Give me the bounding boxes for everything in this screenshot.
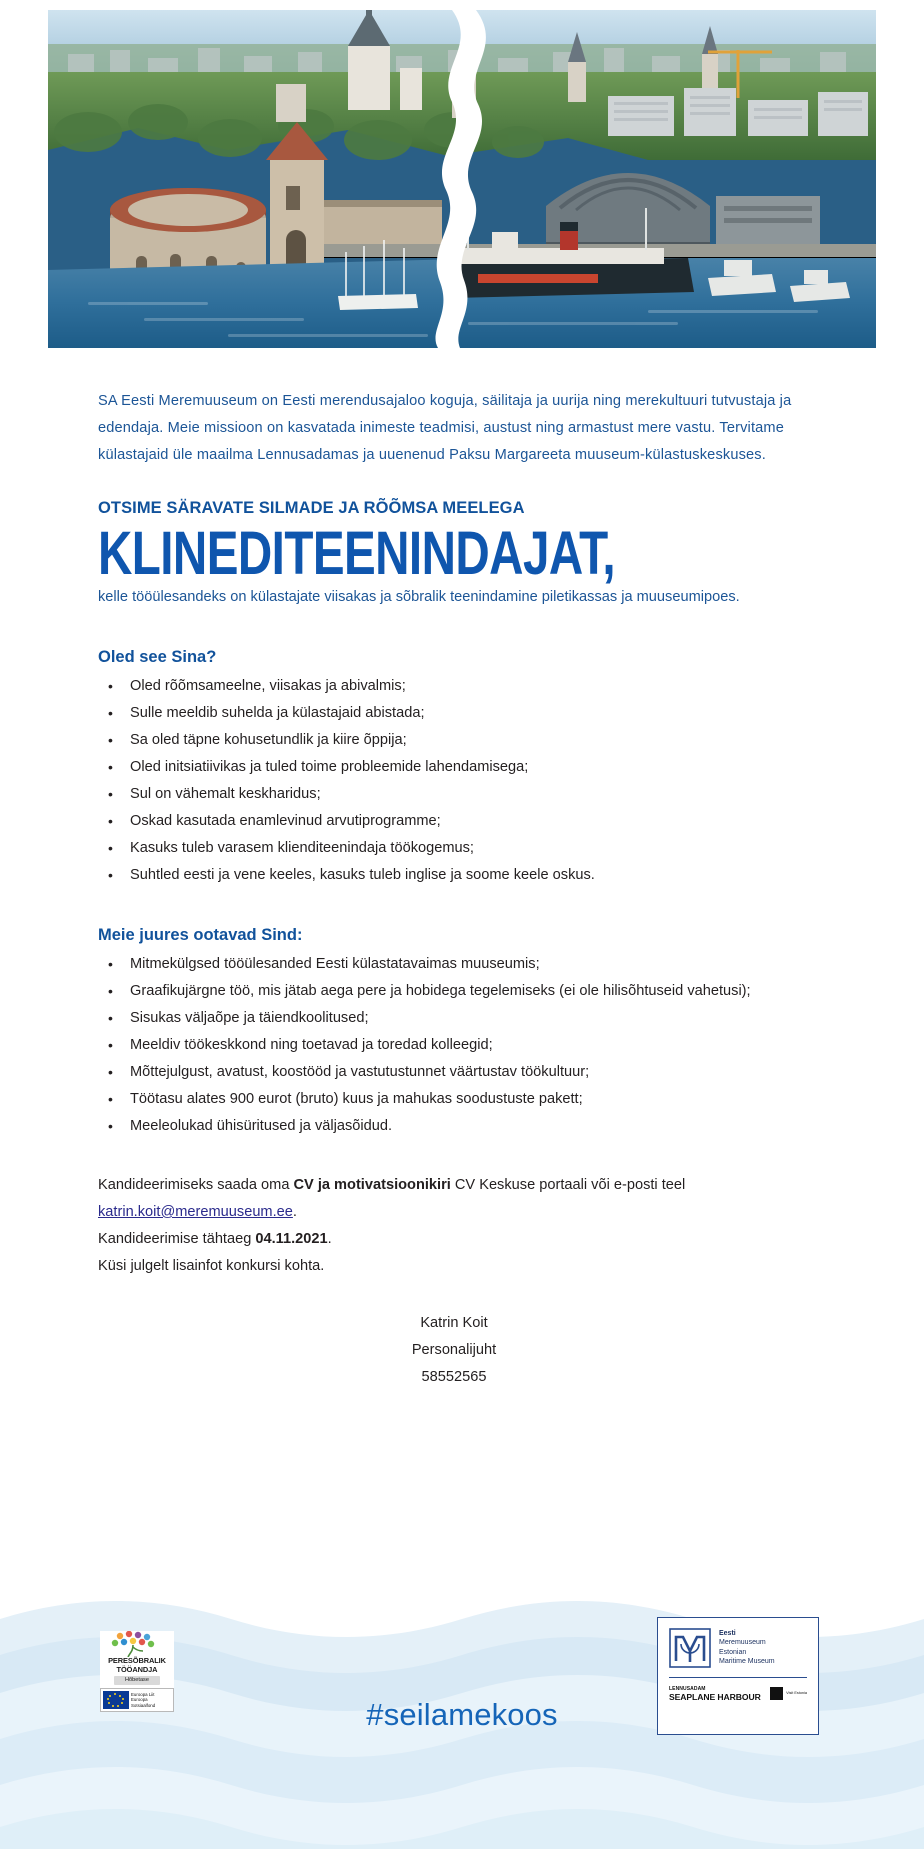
offers-heading: Meie juures ootavad Sind: — [98, 926, 303, 944]
museum-logo-bottom — [669, 1685, 807, 1701]
eyebrow-heading: OTSIME SÄRAVATE SILMADE JA RÕÕMSA MEELEGA — [98, 499, 525, 517]
requirement-item: • Sul on vähemalt keskharidus; — [102, 781, 810, 808]
apply-line-3: Küsi julgelt lisainfot konkursi kohta. — [98, 1258, 325, 1274]
museum-name-block — [719, 1628, 775, 1667]
deadline-date: 04.11.2021 — [255, 1231, 328, 1247]
advert-body — [98, 388, 810, 1391]
apply-period-2: . — [327, 1231, 332, 1247]
apply-documents-bold: CV ja motivatsioonikiri — [293, 1177, 451, 1193]
requirement-item: • Kasuks tuleb varasem klienditeenindaja töökogemus; — [102, 835, 810, 862]
requirement-item: • Sulle meeldib suhelda ja külastajaid abistada; — [102, 700, 810, 727]
eu-funding-row — [100, 1688, 174, 1712]
people-dots-icon — [100, 1631, 174, 1657]
offer-item: • Sisukas väljaõpe ja täiendkoolitused; — [102, 1005, 810, 1032]
family-logo-title-2: TÖÖANDJA — [116, 1664, 158, 1674]
museum-logo-top — [669, 1628, 807, 1668]
requirement-item: • Suhtled eesti ja vene keeles, kasuks tuleb inglise ja soome keele oskus. — [102, 862, 810, 889]
application-instructions — [98, 1172, 810, 1280]
eu-caption-line-2: Euroopa Sotsiaalfond — [131, 1697, 156, 1708]
footer — [0, 1589, 924, 1849]
apply-period-1: . — [292, 1204, 297, 1220]
eu-caption — [131, 1692, 171, 1708]
offer-item: • Töötasu alates 900 eurot (bruto) kuus ja mahukas soodustuste pakett; — [102, 1086, 810, 1113]
colourful-people-icon — [100, 1631, 174, 1657]
hashtag-seilamekoos: #seilamekoos — [366, 1697, 558, 1732]
offer-item: • Mõttejulgust, avatust, koostööd ja vastutustunnet väärtustav töökultuur; — [102, 1059, 810, 1086]
hero-image — [48, 10, 876, 348]
partner-mark-icon — [770, 1687, 783, 1700]
museum-name-et-1: Eesti — [719, 1630, 736, 1637]
contact-phone: 58552565 — [421, 1369, 487, 1385]
contact-role: Personalijuht — [411, 1342, 497, 1358]
museum-logo-divider — [669, 1677, 807, 1678]
job-subtitle: kelle tööülesandeks on külastajate viisakas ja sõbralik teenindamine piletikassas ja muuseumipoes. — [98, 589, 740, 605]
deadline-label: Kandideerimise tähtaeg — [98, 1231, 256, 1247]
requirements-list — [102, 673, 810, 889]
museum-name-en-2: Maritime Museum — [719, 1658, 775, 1666]
offer-item: • Meeldiv töökeskkond ning toetavad ja toredad kolleegid; — [102, 1032, 810, 1059]
museum-name-et-2: Meremuuseum — [719, 1639, 766, 1647]
family-friendly-employer-logo — [100, 1631, 174, 1712]
requirement-item: • Oled initsiatiivikas ja tuled toime probleemide lahendamisega; — [102, 754, 810, 781]
apply-line-1 — [98, 1172, 810, 1226]
partner-logo — [770, 1687, 807, 1700]
family-logo-title-1: PERESÕBRALIK — [108, 1656, 166, 1665]
partner-label: Visit Estonia — [786, 1691, 807, 1696]
requirement-item: • Oskad kasutada enamlevinud arvutiprogramme; — [102, 808, 810, 835]
lennusadam-line-1: LENNUSADAM — [669, 1686, 706, 1693]
lennusadam-line-2: SEAPLANE HARBOUR — [669, 1692, 761, 1703]
offer-item: • Graafikujärgne töö, mis jätab aega pere ja hobidega tegelemiseks (ei ole hilisõhtuseid vahetusi); — [102, 978, 810, 1005]
family-logo-badge: Hõbetase — [114, 1676, 160, 1685]
offer-item: • Mitmekülgsed tööülesanded Eesti külastatavaimas muuseumis; — [102, 951, 810, 978]
requirement-item: • Sa oled täpne kohusetundlik ja kiire õppija; — [102, 727, 810, 754]
apply-text-2: CV Keskuse portaali või e-posti teel — [450, 1177, 686, 1193]
contact-signature — [98, 1310, 810, 1391]
apply-line-2 — [98, 1226, 810, 1253]
email-link[interactable]: katrin.koit@meremuuseum.ee — [98, 1204, 293, 1220]
offers-list — [102, 951, 810, 1140]
apply-text-1: Kandideerimiseks saada oma — [98, 1177, 294, 1193]
eu-flag-icon — [103, 1691, 129, 1709]
offer-item: • Meeleolukad ühisüritused ja väljasõidud. — [102, 1113, 810, 1140]
contact-name: Katrin Koit — [420, 1315, 488, 1331]
museum-name-en-1: Estonian — [719, 1648, 747, 1656]
requirements-heading: Oled see Sina? — [98, 648, 217, 666]
intro-paragraph: SA Eesti Meremuuseum on Eesti merendusajaloo koguja, säilitaja ja uurija ning merekultuuri tutvustaja ja edendaja. Meie missioon on kasvatada inimeste teadmisi, austust ning armastust mere vastu. Tervitame külastajaid üle maailma Lennusadamas ja uuenenud Paksu Margareeta muuseum-külastuskeskuses. — [98, 393, 792, 463]
job-title: KLINEDITEENINDAJAT, — [98, 519, 615, 587]
maritime-museum-logo — [657, 1617, 819, 1735]
eu-caption-line-1: Euroopa Liit — [131, 1692, 155, 1698]
requirement-item: • Oled rõõmsameelne, viisakas ja abivalmis; — [102, 673, 810, 700]
lennusadam-sublogo — [669, 1685, 761, 1701]
museum-monogram-icon — [669, 1628, 711, 1668]
hero-illustration — [48, 10, 876, 348]
